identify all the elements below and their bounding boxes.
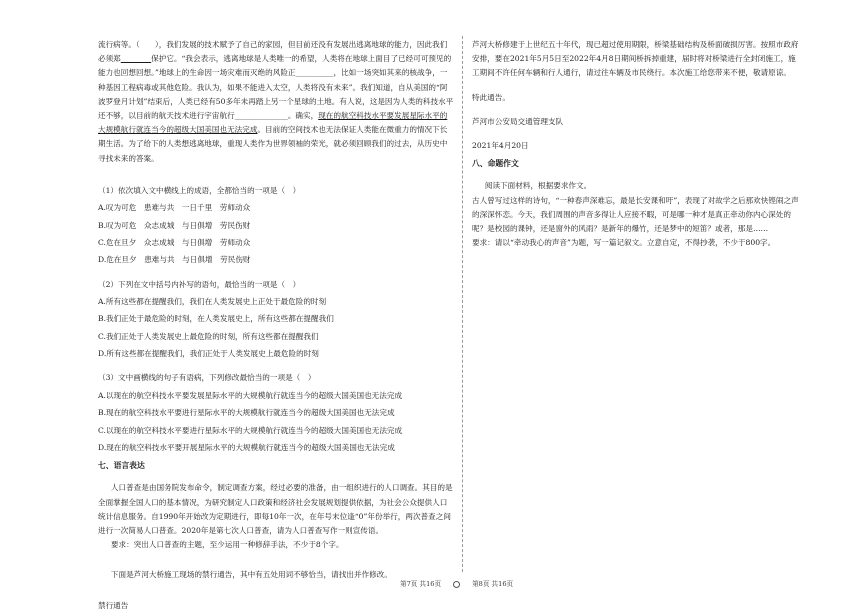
notice-date: 2021年4月20日 [472, 141, 529, 151]
blank-line: ________ [120, 54, 152, 64]
question-stem: （2）下列在文中括号内补写的语句，最恰当的一项是（ ） [98, 279, 301, 289]
question-option: B.我们正处于最危险的时刻，在人类发展史上，所有这些都在提醒我们 [98, 314, 334, 324]
question-option: B.现在的航空科技水平要进行星际水平的大规模航行就连当今的超级大国美国也无法完成 [98, 408, 395, 418]
question-option: B.叹为可危 众志成城 与日俱增 劳民伤财 [98, 220, 251, 230]
page-number-left: 第7页 共16页 [400, 580, 442, 588]
notice-body: 芦河大桥修建于上世纪五十年代，现已超过使用期限，桥梁基础结构及桥面破损厉害。按照市政府安排，要在2021年5月5日至2022年4月8日期间桥拆掉重建，届时将对桥梁进行全封闭施工，施工期间不许任何车辆和行人通行，请过往车辆及市民绕行。本次施工给您带来不便，敬请原谅。 [472, 40, 799, 78]
page-number-right: 第8页 共16页 [472, 580, 514, 588]
notice-intro: 下面是芦河大桥施工现场的禁行通告，其中有五处用词不够恰当，请找出并作修改。 [110, 570, 392, 580]
question-option: C.危在旦夕 众志成城 与日俱增 劳师动众 [98, 238, 251, 247]
passage-text: ，比如一场突如其来的核战争，一种基因工程病毒或其他危险。我认为，如果不能进入太空，人类将没有未来”。我们知道，自从美国的“阿波罗登月计划”结束后，人类已经有50多年未再踏上另一个星球的土地。有人说，这是因为人类的科技水平还不够，以目前的航天技术进行宇宙航行 [98, 68, 454, 121]
question-option: A.以现在的航空科技水平要发展星际水平的大规模航行就连当今的超级大国美国也无法完成 [98, 390, 403, 400]
passage-text: 保护它。“我会表示，逃离地球是人类唯一的希望，人类将在地球上面目了已经可可预见的能力也回想回想。”地球上的生命因一场灾难而灭绝的风险正 [98, 54, 452, 78]
passage-paragraph [98, 38, 454, 166]
question-option: D.现在的航空科技水平要开展星际水平的大规模航行就连当今的超级大国美国也无法完成 [98, 442, 395, 452]
passage-text: 流行病等。（ ），我们发展的技术赋予了自己的家园，但目前还没有发展出逃离地球的能力，因此我们必须郑 [98, 40, 448, 64]
blank-line: __________ [295, 68, 334, 78]
right-column [472, 38, 802, 250]
passage-text: 。确实， [287, 111, 319, 121]
section-heading: 八、命题作文 [472, 159, 519, 169]
notice-end: 特此通告。 [472, 92, 510, 102]
question-option: A.叹为可危 患难与共 一日千里 劳师动众 [98, 203, 251, 213]
section-paragraph: 人口普查是由国务院发布命令，制定调查方案，经过必要的准备，由一组织进行的人口调查。其目的是全面掌握全国人口的基本情况，为研究制定人口政策和经济社会发展规划提供依据，为社会公众提供人口统计信息服务。自1990年开始改为定期进行，即每10年一次，在年号末位逢“0”年份举行，两次普查之间进行一次简易人口普查。2020年是第七次人口普查，请为人口普查写作一则宣传语。 [98, 483, 453, 535]
question-option: D.所有这些都在提醒我们，我们正处于人类发展史上最危险的时刻 [98, 349, 319, 359]
section-requirement: 要求：请以“牵动我心的声音”为题，写一篇记叙文。立意自定，不得抄袭，不少于800字。 [472, 238, 776, 248]
question-option: A.所有这些都在提醒我们，我们在人类发展史上正处于最危险的时刻 [98, 296, 327, 306]
page-footer [400, 578, 513, 588]
underlined-sentence: 现在的航空科技水平要发展星际水平的大规模航行就连当今的超级大国美国也无法完成 [98, 111, 448, 135]
section-intro: 阅读下面材料，根据要求作文。 [484, 181, 592, 191]
notice-signature: 芦河市公安局交通管理支队 [472, 116, 564, 126]
notice-title: 禁行通告 [98, 600, 129, 610]
question-option: C.我们正处于人类发展史上最危险的时刻，所有这些都在提醒我们 [98, 331, 319, 341]
blank-line: ______________ [234, 111, 288, 121]
column-divider [462, 36, 463, 572]
section-heading: 七、语言表达 [98, 461, 145, 471]
question-stem: （1）依次填入文中横线上的成语，全都恰当的一项是（ ） [98, 185, 301, 195]
question-option: C.以现在的航空科技水平要进行星际水平的大规模航行就连当今的超级大国美国也无法完成 [98, 425, 403, 435]
question-stem: （3）文中画横线的句子有语病，下列修改最恰当的一项是（ ） [98, 373, 316, 383]
question-option: D.危在旦夕 患难与共 与日俱增 劳民伤财 [98, 255, 251, 265]
circle-icon [453, 581, 460, 588]
passage-text: 。目前的空间技术也无法保证人类能在微重力的情况下长期生活。为了给下的人类想逃离地球，重现人类作为世界领袖的荣光，就必须回顾我们的过去，从历史中寻找未来的答案。 [98, 125, 448, 163]
left-column [98, 38, 454, 613]
section-requirement: 要求：突出人口普查的主题，至少运用一种修辞手法，不少于8个字。 [110, 540, 344, 550]
section-paragraph: 古人曾写过这样的诗句，“一种春声深难忘，最是长安课和吁”，表现了对故学之后那欢快铿闹之声的深深怀恋。今天，我们周围的声音多得让人应接不暇，可是哪一种才是真正牵动你内心深处的呢？是校园的课钟，还是窗外的风雨？是新年的爆竹，还是梦中的短笛？或者，那是…… [472, 195, 799, 234]
